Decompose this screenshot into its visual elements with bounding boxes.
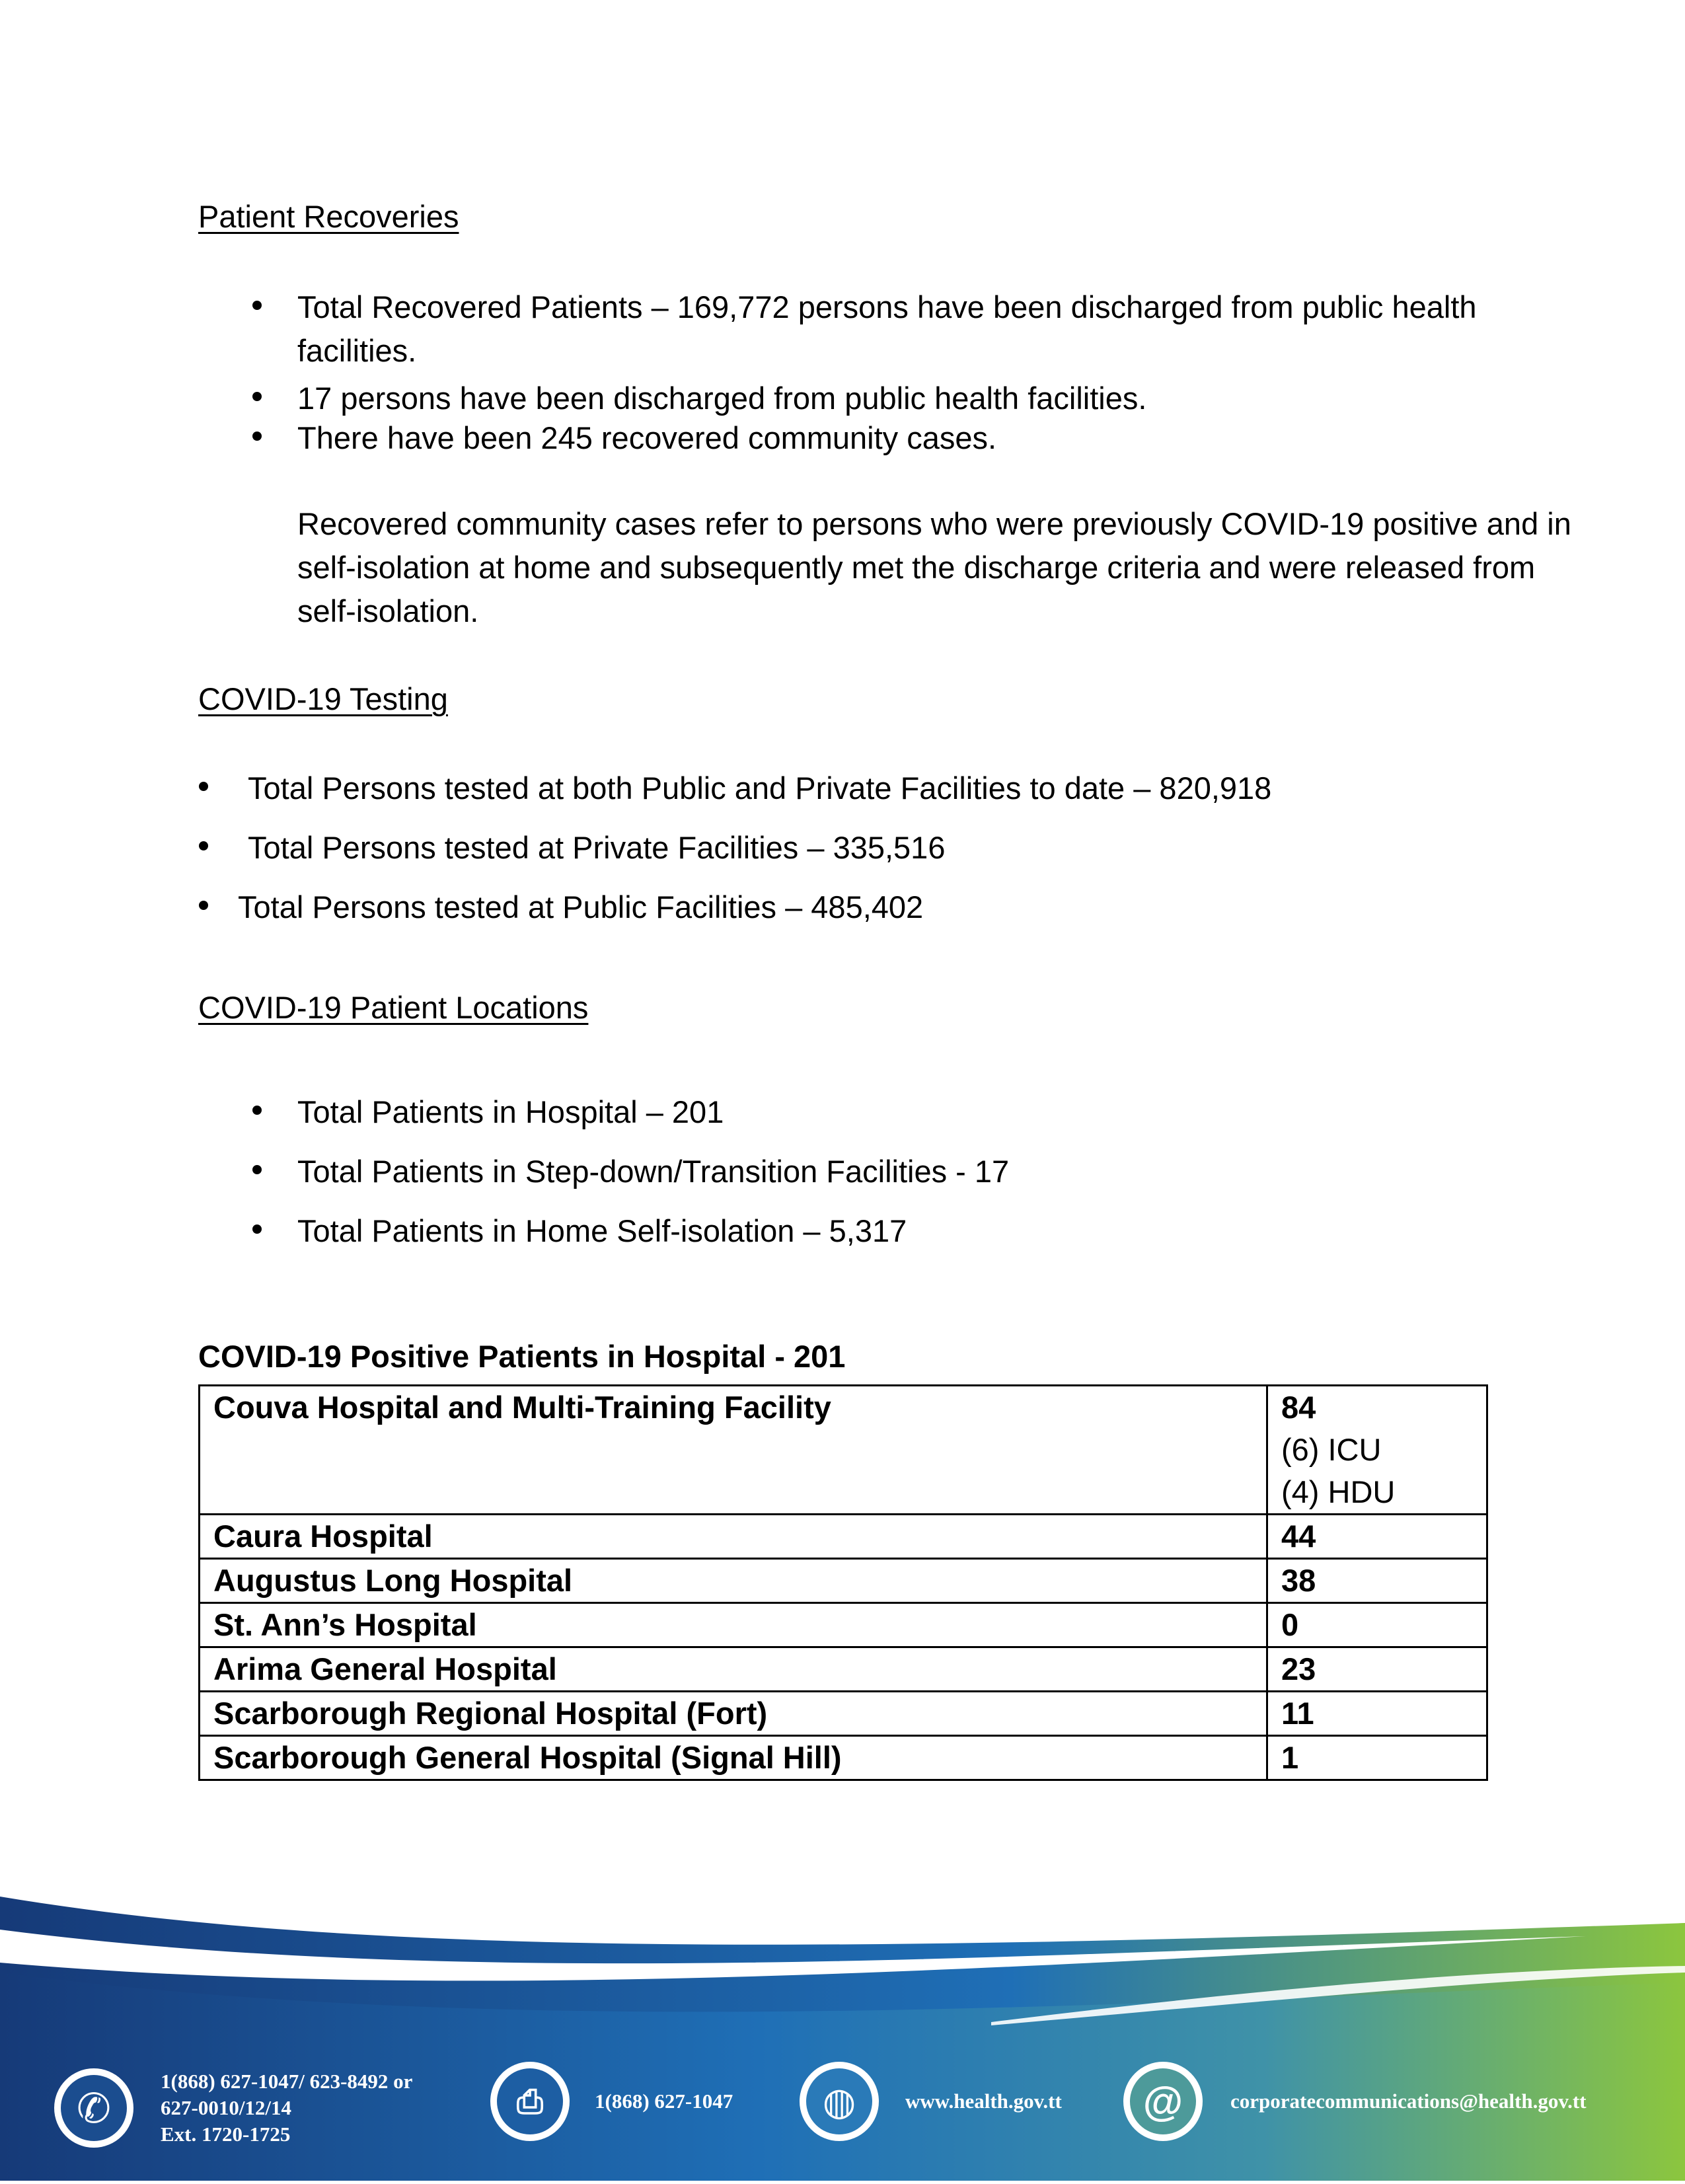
patient-count: 23 bbox=[1267, 1647, 1487, 1692]
phone-line-2: 627-0010/12/14 bbox=[161, 2096, 292, 2119]
list-item-text: Total Patients in Step-down/Transition Facilities - 17 bbox=[297, 1154, 1010, 1189]
bullet-icon bbox=[252, 1106, 262, 1115]
table-row bbox=[200, 1692, 1487, 1736]
hospital-name: Scarborough General Hospital (Signal Hill) bbox=[200, 1736, 1267, 1780]
list-item-text: Total Persons tested at both Public and Private Facilities to date – 820,918 bbox=[248, 771, 1272, 806]
bullet-icon bbox=[252, 1224, 262, 1234]
patient-count: 1 bbox=[1267, 1736, 1487, 1780]
list-item-text: Total Patients in Hospital – 201 bbox=[297, 1094, 724, 1129]
list-item bbox=[248, 767, 1271, 810]
table-row bbox=[200, 1647, 1487, 1692]
patient-count: 44 bbox=[1267, 1515, 1487, 1559]
bullet-icon bbox=[199, 841, 208, 850]
table-row bbox=[200, 1515, 1487, 1559]
patient-count: 11 bbox=[1267, 1692, 1487, 1736]
hospital-name: Augustus Long Hospital bbox=[200, 1559, 1267, 1603]
hospital-name: Scarborough Regional Hospital (Fort) bbox=[200, 1692, 1267, 1736]
footer-fax: 1(868) 627-1047 bbox=[595, 2090, 733, 2113]
patient-count-cell bbox=[1267, 1386, 1487, 1515]
printer-icon: ⎙ bbox=[490, 2062, 570, 2141]
hospital-table bbox=[198, 1384, 1488, 1781]
list-item-text: Total Recovered Patients – 169,772 persons have been discharged from public health facilities. bbox=[297, 289, 1477, 368]
footer-email[interactable]: corporatecommunications@health.gov.tt bbox=[1230, 2090, 1587, 2113]
list-item bbox=[297, 1209, 907, 1253]
list-item-text: Total Patients in Home Self-isolation – 5,317 bbox=[297, 1213, 907, 1248]
patient-count: 38 bbox=[1267, 1559, 1487, 1603]
phone-line-1: 1(868) 627-1047/ 623-8492 or bbox=[161, 2070, 413, 2093]
section-heading-locations: COVID-19 Patient Locations bbox=[198, 990, 589, 1025]
section-heading-recoveries: Patient Recoveries bbox=[198, 199, 459, 234]
table-row bbox=[200, 1603, 1487, 1647]
bullet-icon bbox=[252, 301, 262, 310]
recovered-cases-note: Recovered community cases refer to persons who were previously COVID-19 positive and in self-isolation at home and subsequently met the discharge criteria and were released from self-isolation. bbox=[297, 506, 1571, 628]
list-item bbox=[297, 1090, 724, 1134]
list-item bbox=[297, 285, 1586, 373]
list-item bbox=[297, 416, 1586, 460]
at-icon: @ bbox=[1123, 2062, 1203, 2141]
hospital-name: St. Ann’s Hospital bbox=[200, 1603, 1267, 1647]
phone-icon: ✆ bbox=[54, 2068, 133, 2148]
bullet-icon bbox=[199, 782, 208, 791]
hospital-name: Arima General Hospital bbox=[200, 1647, 1267, 1692]
hospital-name: Caura Hospital bbox=[200, 1515, 1267, 1559]
list-item bbox=[297, 1150, 1009, 1193]
icu-count: (6) ICU bbox=[1281, 1432, 1382, 1467]
table-title: COVID-19 Positive Patients in Hospital - 201 bbox=[198, 1339, 846, 1374]
globe-icon: ◍ bbox=[800, 2062, 879, 2141]
table-row bbox=[200, 1559, 1487, 1603]
list-item-text: Total Persons tested at Private Facilities – 335,516 bbox=[248, 830, 946, 865]
table-row bbox=[200, 1736, 1487, 1780]
list-item-text: Total Persons tested at Public Facilities – 485,402 bbox=[238, 889, 924, 924]
hospital-name: Couva Hospital and Multi-Training Facility bbox=[200, 1386, 1267, 1515]
list-item bbox=[297, 377, 1586, 420]
phone-line-3: Ext. 1720-1725 bbox=[161, 2123, 291, 2146]
list-item-text: There have been 245 recovered community cases. bbox=[297, 420, 997, 455]
list-item-text: 17 persons have been discharged from public health facilities. bbox=[297, 381, 1147, 416]
footer-banner bbox=[0, 1890, 1685, 2181]
list-item bbox=[238, 885, 923, 929]
patient-count: 84 bbox=[1281, 1390, 1316, 1425]
footer-website[interactable]: www.health.gov.tt bbox=[905, 2090, 1062, 2113]
list-item bbox=[248, 826, 945, 870]
bullet-icon bbox=[199, 901, 208, 910]
table-row bbox=[200, 1386, 1487, 1515]
patient-count: 0 bbox=[1267, 1603, 1487, 1647]
bullet-icon bbox=[252, 432, 262, 441]
hdu-count: (4) HDU bbox=[1281, 1474, 1396, 1509]
bullet-icon bbox=[252, 392, 262, 401]
footer-phone bbox=[161, 2068, 412, 2148]
section-heading-testing: COVID-19 Testing bbox=[198, 681, 448, 716]
bullet-icon bbox=[252, 1165, 262, 1174]
